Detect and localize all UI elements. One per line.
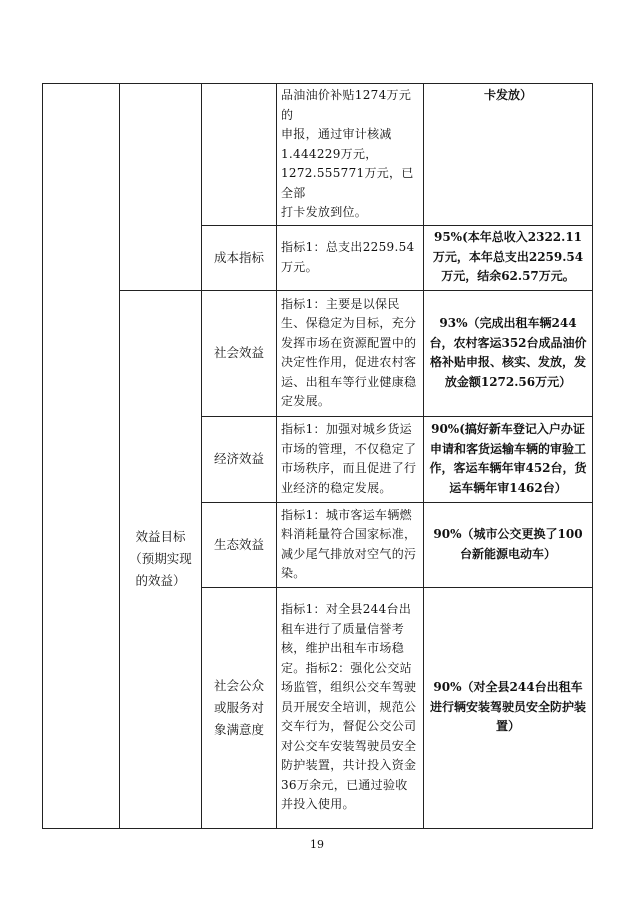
group-label-cell (120, 290, 202, 828)
group-label: 效益目标（预期实现的效益） (129, 529, 192, 588)
performance-table (42, 83, 593, 829)
value-cell: 95%(本年总收入2322.11万元，本年总支出2259.54万元，结余62.57万元。 (424, 225, 593, 290)
table-row (43, 84, 593, 226)
indicator-line: 打卡发放到位。 (281, 205, 368, 219)
category-cell: 生态效益 (202, 502, 277, 587)
value-cell: 90%（对全县244台出租车进行辆安装驾驶员安全防护装置） (424, 587, 593, 828)
indicator-line: 1.444229万元， (281, 146, 378, 161)
value-cell: 90%(搞好新车登记入户办证申请和客货运输车辆的审验工作，客运车辆年审452台，货运车辆年审1462台） (424, 416, 593, 502)
category-cell: 社会效益 (202, 290, 277, 416)
value-cell: 90%（城市公交更换了100台新能源电动车） (424, 502, 593, 587)
indicator-cell: 指标1：加强对城乡货运市场的管理，不仅稳定了市场秩序，而且促进了行业经济的稳定发展。 (277, 416, 424, 502)
indicator-cell: 指标1：对全县244台出租车进行了质量信誉考核，维护出租车市场稳定。指标2：强化公交站场监管，组织公交车驾驶员开展安全培训，规范公交车行为，督促公交公司对公交车安装驾驶员安全防护装置，共计投入资金36万余元，已通过验收并投入使用。 (277, 587, 424, 828)
page-number: 19 (310, 838, 324, 851)
indicator-cell: 指标1：城市客运车辆燃料消耗量符合国家标准，减少尾气排放对空气的污染。 (277, 502, 424, 587)
indicator-cell: 指标1：总支出2259.54万元。 (277, 225, 424, 290)
indicator-line: 品油油价补贴1274万元的 (281, 88, 412, 122)
outer-column-cell (43, 84, 120, 829)
indicator-line: 申报，通过审计核减 (281, 127, 392, 141)
value-cell: 93%（完成出租车辆244台，农村客运352台成品油价格补贴申报、核实、发放，发放金额1272.56万元） (424, 290, 593, 416)
section-cell-empty (120, 84, 202, 291)
indicator-cell: 指标1：主要是以保民生、保稳定为目标，充分发挥市场在资源配置中的决定性作用，促进农村客运、出租车等行业健康稳定发展。 (277, 290, 424, 416)
category-cell: 成本指标 (202, 225, 277, 290)
table-row (43, 290, 593, 416)
indicator-cell (277, 84, 424, 226)
category-cell (202, 84, 277, 226)
category-cell: 经济效益 (202, 416, 277, 502)
category-cell: 社会公众或服务对象满意度 (202, 587, 277, 828)
value-cell: 卡发放） (424, 84, 593, 226)
indicator-line: 1272.555771万元，已全部 (281, 166, 414, 200)
